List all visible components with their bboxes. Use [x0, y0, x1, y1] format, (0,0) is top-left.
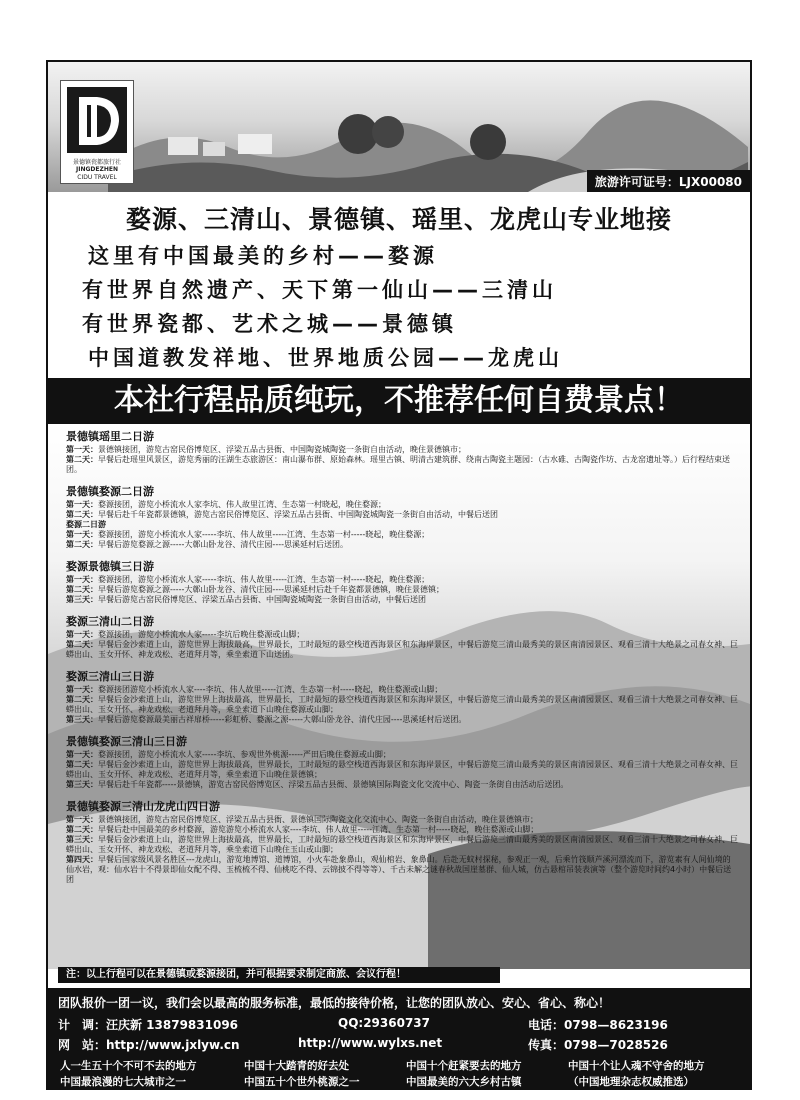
tour-title: 景德镇婺源二日游: [66, 485, 154, 498]
tour-day: 第一天：婺源接团，游览小桥流水人家-----李坑、参观世外桃源-----严田后晚住婺源或山脚；: [66, 750, 391, 759]
license-number-badge: 旅游许可证号：LJX00080: [587, 170, 750, 192]
tour-day: 第二天：早餐后金沙索道上山，游览世界上海拔最高，世界最长，工时最短的悬空栈道西海景区和东海岸景区，中餐后游览三清山最秀美的景区南清园景区、观看三清十大绝景之司春女神、巨蟒出山、玉女开怀、神龙戏松、老道拜月等，乘坐索道下山晚住景德镇；: [66, 760, 738, 779]
tour-wuyuan-jingdezhen-3day: [66, 558, 738, 605]
slogan-sanqingshan: 有世界自然遗产、天下第一仙山——三清山: [82, 278, 557, 302]
tagline: 中国最美的六大乡村古镇: [406, 1076, 522, 1088]
tour-day: 第一天：婺源接团，游览小桥流水人家-----李坑、伟人故里-----江湾、生态第一村-----晓起，晚住婺源；: [66, 530, 430, 539]
company-logo: [60, 80, 134, 184]
slogan-jingdezhen: 有世界瓷都、艺术之城——景德镇: [82, 312, 457, 336]
tagline: 人一生五十个不可不去的地方: [60, 1060, 197, 1072]
tour-day: 第二天：早餐后金沙索道上山，游览世界上海拔最高，世界最长，工时最短的悬空栈道西海景区和东海岸景区，中餐后游览三清山最秀美的景区南清园景区、观看三清十大绝景之司春女神、巨蟒出山、玉女开怀、神龙戏松、老道拜月等，乘坐索道下山送团。: [66, 640, 738, 659]
slogan-longhushan: 中国道教发祥地、世界地质公园——龙虎山: [88, 346, 563, 370]
tour-day: 第二天：早餐后赴瑶里风景区，游览秀丽的汪湖生态旅游区：南山瀑布群、原始森林。瑶里古镇、明清古建筑群、绕南古陶瓷主题园：（古水碓、古陶瓷作坊、古龙窑遗址等。）后行程结束送团。: [66, 455, 730, 474]
tour-day: 第一天：婺源接团，游览小桥流水人家-----李坑后晚住婺源或山脚；: [66, 630, 305, 639]
tagline: 中国十大踏青的好去处: [244, 1060, 349, 1072]
tagline: 中国十个让人魂不守舍的地方: [568, 1060, 705, 1072]
tour-day: 第二天：早餐后赴千年瓷都景德镇，游览古窑民俗博览区、浮梁五品古县衙、中国陶瓷城陶瓷一条街自由活动，中餐后送团: [66, 510, 498, 519]
tagline: 中国最浪漫的七大城市之一: [60, 1076, 186, 1088]
website-link-1[interactable]: 网 站：http://www.jxlyw.cn: [58, 1038, 240, 1052]
quality-notice-banner: 本社行程品质纯玩，不推荐任何自费景点！: [48, 378, 750, 424]
tour-title: 景德镇婺源三清山三日游: [66, 735, 187, 748]
tour-day: 第三天：早餐后金沙索道上山，游览世界上海拔最高，世界最长，工时最短的悬空栈道西海景区和东海岸景区，中餐后游览三清山最秀美的景区南清园景区、观看三清十大绝景之司春女神、巨蟒出山、玉女开怀、神龙戏松、老道拜月等，乘坐索道下山晚住玉山或山脚；: [66, 835, 738, 854]
contact-footer: [48, 988, 750, 1088]
tagline: （中国地理杂志权威推选）: [568, 1076, 694, 1088]
tour-title: 景德镇瑶里二日游: [66, 430, 154, 443]
tour-day: 第二天：早餐后赴中国最美的乡村婺源，游览游览小桥流水人家----李坑、伟人故里-----江湾、生态第一村-----晓起，晚住婺源或山脚；: [66, 825, 539, 834]
pickup-note: 注：以上行程可以在景德镇或婺源接团，并可根据要求制定商旅、会议行程！: [58, 967, 500, 983]
qq-contact: QQ:29360737: [338, 1016, 430, 1030]
logo-company-name: 景德镇瓷都旅行社: [72, 159, 121, 166]
tour-subtitle: 婺源二日游: [66, 520, 106, 529]
tour-4day-with-longhushan: [66, 798, 738, 885]
tour-day: 第二天：早餐后游览婺源之源-----大鄣山卧龙谷、清代庄园----思溪延村后赴千年瓷都景德镇，晚住景德镇；: [66, 585, 444, 594]
phone-contact: 电话：0798—8623196: [528, 1018, 668, 1032]
flyer-frame: [46, 60, 752, 1090]
group-offer-text: 团队报价一团一议，我们会以最高的服务标准，最低的接待价格，让您的团队放心、安心、省心、称心！: [58, 996, 611, 1010]
website-link-2[interactable]: http://www.wylxs.net: [298, 1036, 443, 1050]
tour-day: 第四天：早餐后国家级风景名胜区---龙虎山，游览地博馆、道博馆，小火车赴象鼻山，观仙棺岩、象鼻山。后赴无蚊村探秘，参观正一观，后乘竹筏顺芦溪河漂流而下，游览素有人间仙境的仙水岩，观：仙水岩十不得景即仙女配不得、玉梳梳不得、仙桃吃不得、云锦披不得等等）、千古未解之谜春秋战国崖墓群、仙人城，仿古悬棺吊装表演等（整个游览时间约4小时）中餐后送团: [66, 855, 732, 884]
fax-contact: 传真：0798—7028526: [528, 1038, 668, 1052]
logo-english-line1: JINGDEZHEN: [76, 166, 118, 173]
tour-day: 第二天：早餐后游览婺源之源-----大鄣山卧龙谷、清代庄园----思溪延村后送团。: [66, 540, 348, 549]
header-photo-banner: [48, 62, 750, 192]
tour-title: 婺源三清山二日游: [66, 615, 154, 628]
tour-day: 第一天：景德镇接团，游览古窑民俗博览区、浮梁五品古县衙、中国陶瓷城陶瓷一条街自由活动，晚住景德镇市；: [66, 445, 466, 454]
tagline: 中国十个赶紧要去的地方: [406, 1060, 522, 1072]
tour-wuyuan-sanqingshan-2day: [66, 613, 738, 660]
logo-english-line2: CIDU TRAVEL: [77, 174, 117, 181]
tour-day: 第二天：早餐后金沙索道上山，游览世界上海拔最高，世界最长，工时最短的悬空栈道西海景区和东海岸景区，中餐后游览三清山最秀美的景区南清园景区、观看三清十大绝景之司春女神、巨蟒出山、玉女开怀、神龙戏松、老道拜月等，乘坐索道下山晚住婺源或山脚；: [66, 695, 738, 714]
tour-jingdezhen-wuyuan-2day: [66, 483, 738, 550]
tagline: 中国五十个世外桃源之一: [244, 1076, 360, 1088]
itinerary-list: [66, 428, 738, 893]
tour-title: 婺源三清山三日游: [66, 670, 154, 683]
tour-day: 第一天：婺源接团游览小桥流水人家----李坑、伟人故里-----江湾、生态第一村-----晓起，晚住婺源或山脚；: [66, 685, 443, 694]
main-headline: 婺源、三清山、景德镇、瑶里、龙虎山专业地接: [125, 205, 672, 234]
tour-day: 第三天：早餐后赴千年瓷都-----景德镇，游览古窑民俗博览区、浮梁五品古县衙、景德镇国际陶瓷文化交流中心、陶瓷一条街自由活动后送团。: [66, 780, 569, 789]
tour-wuyuan-sanqingshan-3day: [66, 668, 738, 725]
planner-contact: 计 调：汪庆新 13879831096: [58, 1018, 239, 1032]
logo-icon: [67, 87, 127, 153]
tour-day: 第一天：婺源接团，游览小桥流水人家-----李坑、伟人故里-----江湾、生态第一村-----晓起，晚住婺源；: [66, 575, 430, 584]
tour-day: 第三天：早餐后游览婺源最美丽古祥扉桥-----彩虹桥、婺源之源-----大鄣山卧龙谷、清代庄园----思溪延村后送团。: [66, 715, 467, 724]
tour-day: 第三天：早餐后游览古窑民俗博览区、浮梁五品古县衙、中国陶瓷城陶瓷一条街自由活动，中餐后送团: [66, 595, 426, 604]
itinerary-section: [48, 424, 750, 969]
slogan-wuyuan: 这里有中国最美的乡村——婺源: [88, 244, 438, 268]
tour-jingdezhen-yaoli-2day: [66, 428, 738, 475]
tour-title: 景德镇婺源三清山龙虎山四日游: [66, 800, 220, 813]
tour-day: 第一天：婺源接团，游览小桥流水人家李坑、伟人故里江湾、生态第一村晓起，晚住婺源；: [66, 500, 386, 509]
tour-title: 婺源景德镇三日游: [66, 560, 154, 573]
tour-jingdezhen-wuyuan-sanqingshan-3day: [66, 733, 738, 790]
tour-day: 第一天：景德镇接团，游览古窑民俗博览区、浮梁五品古县衙、景德镇国际陶瓷文化交流中心、陶瓷一条街自由活动，晚住景德镇市；: [66, 815, 538, 824]
